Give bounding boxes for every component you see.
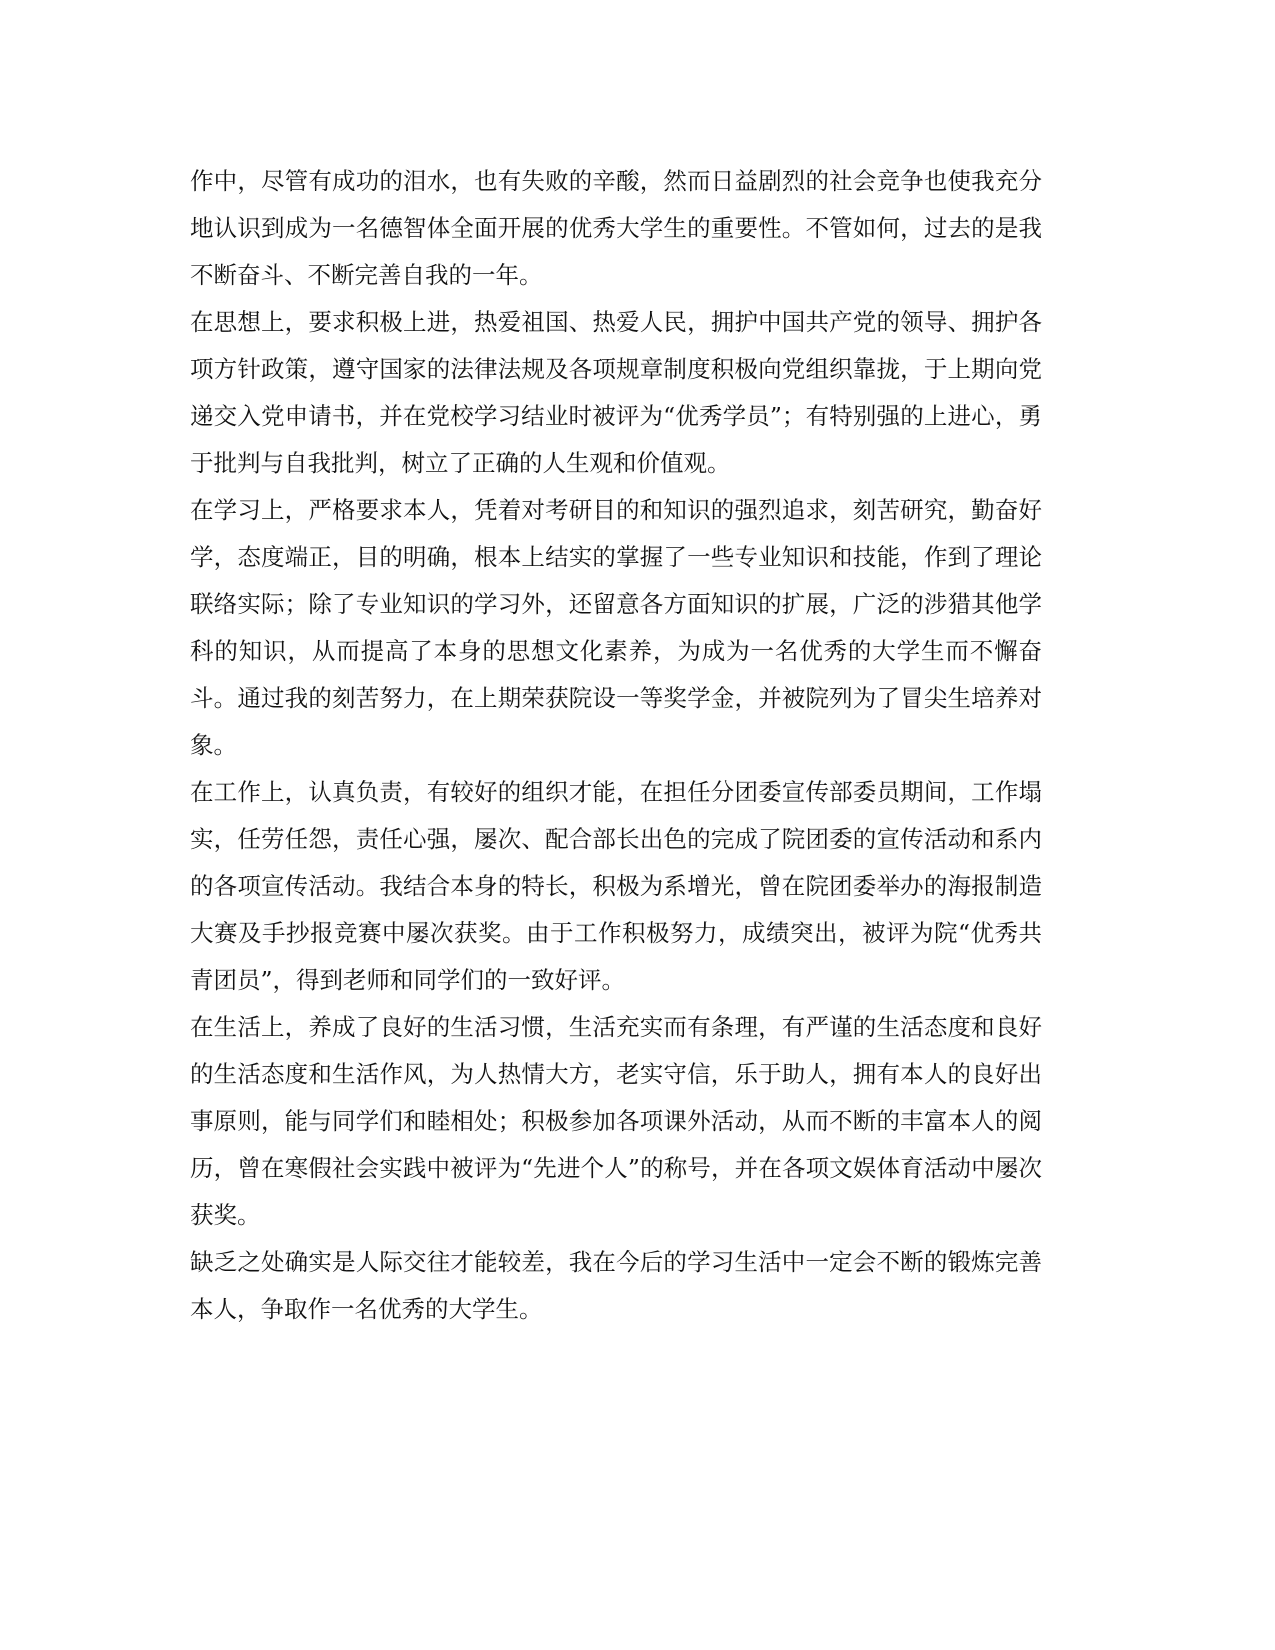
paragraph-life: 在生活上，养成了良好的生活习惯，生活充实而有条理，有严谨的生活态度和良好的生活态度和生活作风，为人热情大方，老实守信，乐于助人，拥有本人的良好出事原则，能与同学们和睦相处；积极参加各项课外活动，从而不断的丰富本人的阅历，曾在寒假社会实践中被评为“先进个人”的称号，并在各项文娱体育活动中屡次获奖。 [190, 1013, 1042, 1229]
paragraph-work: 在工作上，认真负责，有较好的组织才能，在担任分团委宣传部委员期间，工作塌实，任劳任怨，责任心强，屡次、配合部长出色的完成了院团委的宣传活动和系内的各项宣传活动。我结合本身的特长，积极为系增光，曾在院团委举办的海报制造大赛及手抄报竞赛中屡次获奖。由于工作积极努力，成绩突出，被评为院“优秀共青团员”，得到老师和同学们的一致好评。 [190, 778, 1042, 994]
document-body [190, 158, 1042, 1333]
paragraph-shortcoming: 缺乏之处确实是人际交往才能较差，我在今后的学习生活中一定会不断的锻炼完善本人，争取作一名优秀的大学生。 [190, 1248, 1042, 1323]
paragraph-thought: 在思想上，要求积极上进，热爱祖国、热爱人民，拥护中国共产党的领导、拥护各项方针政策，遵守国家的法律法规及各项规章制度积极向党组织靠拢，于上期向党递交入党申请书，并在党校学习结业时被评为“优秀学员”；有特别强的上进心，勇于批判与自我批判，树立了正确的人生观和价值观。 [190, 308, 1042, 477]
paragraph-study: 在学习上，严格要求本人，凭着对考研目的和知识的强烈追求，刻苦研究，勤奋好学，态度端正，目的明确，根本上结实的掌握了一些专业知识和技能，作到了理论联络实际；除了专业知识的学习外，还留意各方面知识的扩展，广泛的涉猎其他学科的知识，从而提高了本身的思想文化素养，为成为一名优秀的大学生而不懈奋斗。通过我的刻苦努力，在上期荣获院设一等奖学金，并被院列为了冒尖生培养对象。 [190, 496, 1042, 759]
paragraph-intro: 作中，尽管有成功的泪水，也有失败的辛酸，然而日益剧烈的社会竞争也使我充分地认识到成为一名德智体全面开展的优秀大学生的重要性。不管如何，过去的是我不断奋斗、不断完善自我的一年。 [190, 167, 1042, 289]
